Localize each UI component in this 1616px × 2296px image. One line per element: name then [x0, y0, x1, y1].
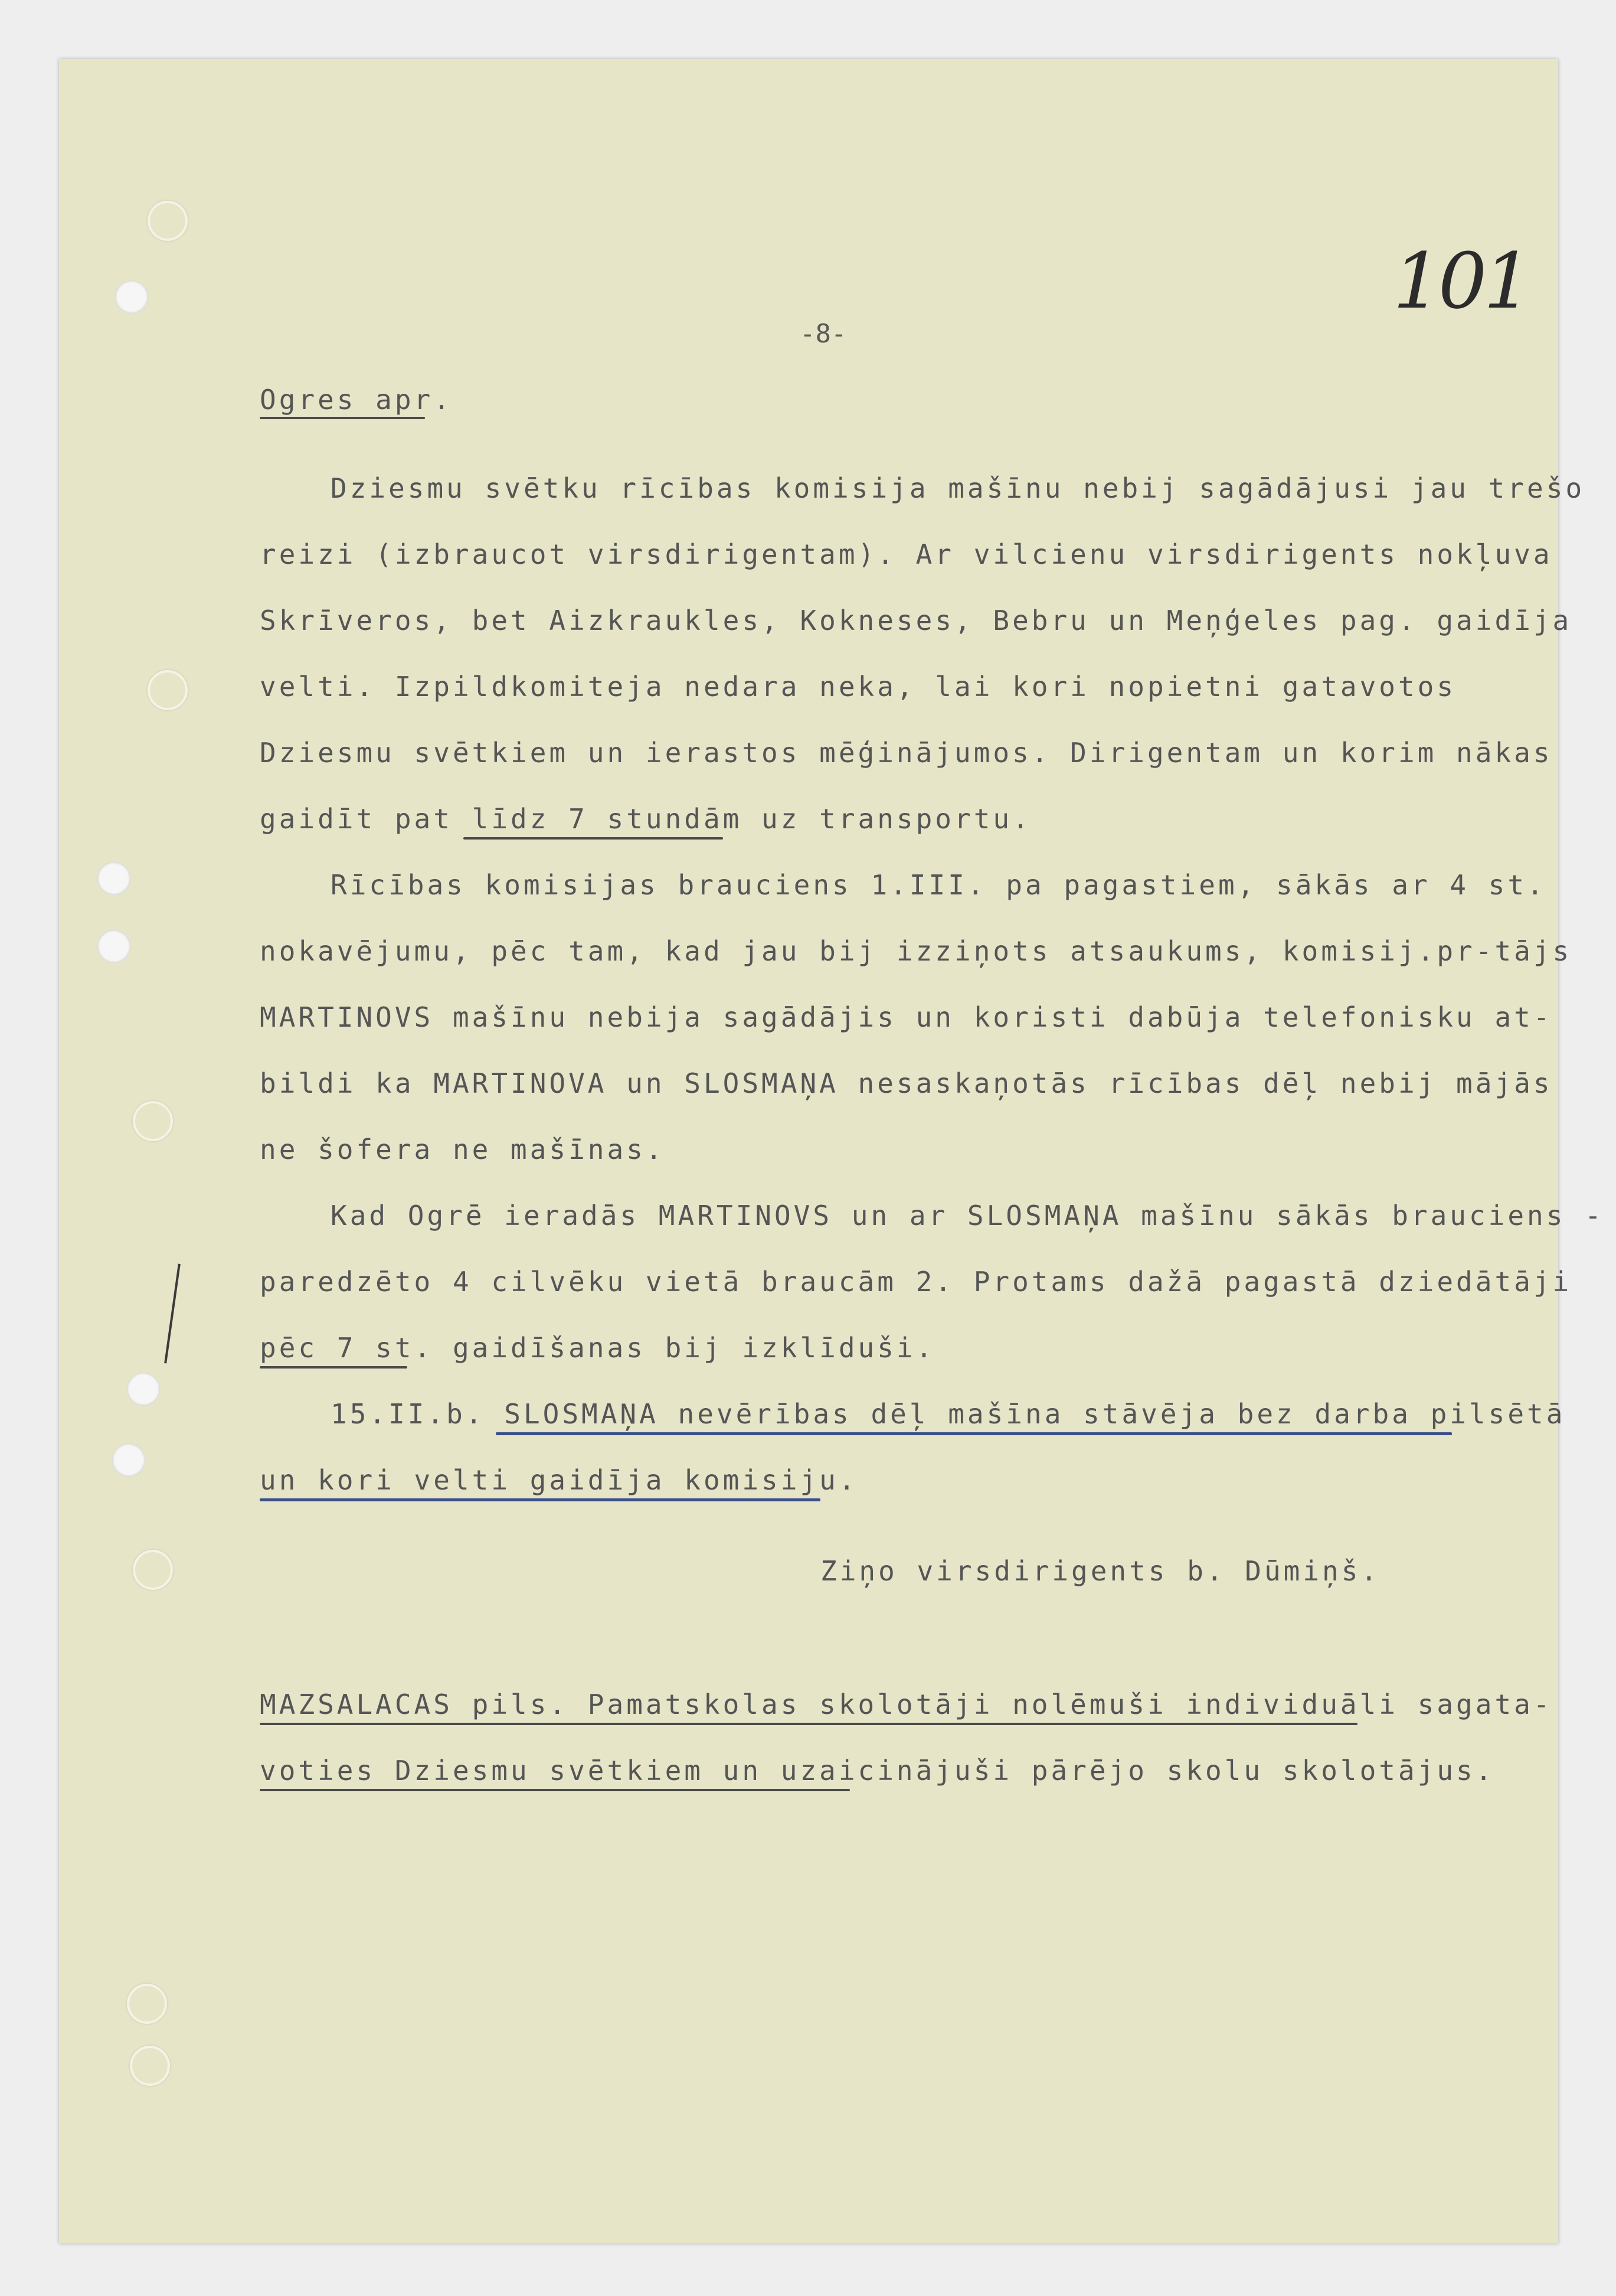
text-line: MARTINOVS mašīnu nebija sagādājis un koristi dabūja telefonisku at-	[260, 1001, 1553, 1033]
emboss-mark	[127, 1984, 167, 2024]
text-line: 15.II.b. SLOSMAŅA nevērības dēļ mašīna stāvēja bez darba pilsētā	[331, 1398, 1566, 1430]
text-line: gaidīt pat līdz 7 stundām uz transportu.	[260, 803, 1032, 835]
text-line: Dziesmu svētkiem un ierastos mēģinājumos. Dirigentam un korim nākas	[260, 737, 1553, 769]
page-number: -8-	[800, 319, 847, 349]
text-line: Kad Ogrē ieradās MARTINOVS un ar SLOSMAŅA mašīnu sākās brauciens -	[331, 1200, 1604, 1232]
text-line: voties Dziesmu svētkiem un uzaicinājuši pārējo skolu skolotājus.	[260, 1755, 1495, 1786]
punch-hole	[97, 862, 130, 895]
punch-hole	[127, 1373, 160, 1406]
section-heading: Ogres apr.	[260, 384, 453, 416]
document-page	[59, 59, 1604, 2243]
blue-underline	[260, 1498, 820, 1501]
text-line: Rīcības komisijas brauciens 1.III. pa pagastiem, sākās ar 4 st.	[331, 869, 1546, 901]
text-line: paredzēto 4 cilvēku vietā braucām 2. Protams dažā pagastā dziedātāji	[260, 1266, 1572, 1298]
text-line: bildi ka MARTINOVA un SLOSMAŅA nesaskaņotās rīcības dēļ nebij mājās	[260, 1067, 1553, 1099]
text-line: velti. Izpildkomiteja nedara neka, lai kori nopietni gatavotos	[260, 671, 1457, 703]
text-line: Dziesmu svētku rīcības komisija mašīnu nebij sagādājusi jau trešo	[331, 472, 1585, 504]
emboss-mark	[148, 201, 188, 241]
punch-hole	[112, 1443, 145, 1477]
text-line: MAZSALACAS pils. Pamatskolas skolotāji nolēmuši individuāli sagata-	[260, 1688, 1553, 1720]
text-line: un kori velti gaidīja komisiju.	[260, 1464, 858, 1496]
text-line: pēc 7 st. gaidīšanas bij izklīduši.	[260, 1332, 935, 1364]
text-line: reizi (izbraucot virsdirigentam). Ar vilcienu virsdirigents nokļuva	[260, 538, 1553, 570]
punch-hole	[97, 930, 130, 963]
pencil-underline	[260, 1366, 407, 1369]
text-line: nokavējumu, pēc tam, kad jau bij izziņots atsaukums, komisij.pr-tājs	[260, 935, 1572, 967]
signature-line: Ziņo virsdirigents b. Dūmiņš.	[820, 1555, 1381, 1587]
margin-mark	[164, 1264, 181, 1364]
pencil-underline	[260, 1789, 850, 1791]
punch-hole	[115, 280, 148, 313]
text-line: ne šofera ne mašīnas.	[260, 1134, 665, 1165]
emboss-mark	[133, 1550, 173, 1590]
emboss-mark	[148, 670, 188, 710]
folio-number: 101	[1393, 236, 1529, 326]
pencil-underline	[463, 837, 723, 840]
pencil-underline	[260, 417, 425, 419]
text-line: Skrīveros, bet Aizkraukles, Kokneses, Bebru un Meņģeles pag. gaidīja	[260, 605, 1572, 636]
emboss-mark	[130, 2046, 170, 2086]
blue-underline	[496, 1432, 1452, 1435]
pencil-underline	[260, 1723, 1357, 1725]
emboss-mark	[133, 1101, 173, 1141]
